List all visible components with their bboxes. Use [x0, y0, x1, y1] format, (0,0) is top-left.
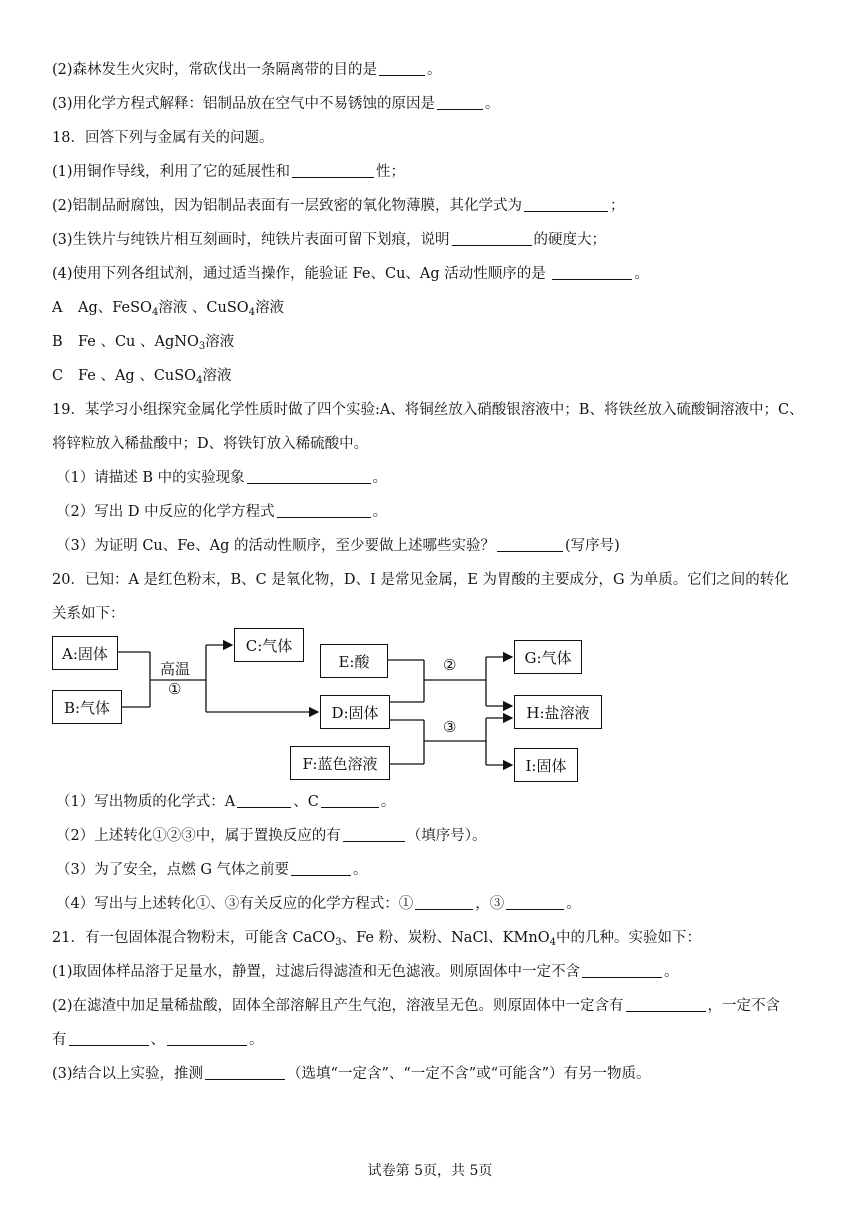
q20-stem-line1: 20．已知：A 是红色粉末，B、C 是氧化物，D、I 是常见金属，E 为胃酸的主要成分，G 为单质。它们之间的转化 [52, 572, 789, 588]
node-e: E:酸 [320, 644, 388, 678]
node-d: D:固体 [320, 695, 390, 729]
answer-blank[interactable] [69, 1031, 149, 1046]
answer-blank[interactable] [626, 997, 706, 1012]
answer-blank[interactable] [167, 1031, 247, 1046]
node-b: B:气体 [52, 690, 122, 724]
step-2-label: ② [443, 656, 457, 674]
node-i: I:固体 [514, 748, 578, 782]
answer-blank[interactable] [343, 827, 405, 842]
q21-part1: (1)取固体样品溶于足量水，静置，过滤后得滤渣和无色滤液。则原固体中一定不含 。 [52, 964, 679, 980]
answer-blank[interactable] [321, 793, 379, 808]
q17-part2: (2)森林发生火灾时，常砍伐出一条隔离带的目的是 。 [52, 62, 442, 78]
q21-part3: (3)结合以上实验，推测 （选填“一定含”、“一定不含”或“可能含”）有另一物质。 [52, 1066, 651, 1082]
answer-blank[interactable] [506, 895, 564, 910]
node-g: G:气体 [514, 640, 582, 674]
q20-part4: （4）写出与上述转化①、③有关反应的化学方程式：① ，③ 。 [56, 896, 581, 912]
answer-blank[interactable] [415, 895, 473, 910]
q18-option-c[interactable]: C Fe 、Ag 、CuSO$_4$溶液 [52, 368, 232, 386]
answer-blank[interactable] [237, 793, 291, 808]
page-footer: 试卷第 5页，共 5页 [367, 1163, 493, 1179]
condition-high-temp: 高温 [160, 660, 191, 678]
q20-part1: （1）写出物质的化学式：A 、C 。 [56, 794, 396, 810]
q18-part3: (3)生铁片与纯铁片相互刻画时，纯铁片表面可留下划痕，说明 的硬度大； [52, 232, 607, 248]
q17-part3: (3)用化学方程式解释：铝制品放在空气中不易锈蚀的原因是 。 [52, 96, 500, 112]
q19-part2: （2）写出 D 中反应的化学方程式 。 [56, 504, 388, 520]
q19-stem-line2: 将锌粒放入稀盐酸中；D、将铁钉放入稀硫酸中。 [52, 436, 369, 452]
q20-part3: （3）为了安全，点燃 G 气体之前要 。 [56, 862, 368, 878]
q21-stem: 21．有一包固体混合物粉末，可能含 CaCO$_3$、Fe 粉、炭粉、NaCl、KMnO$_4$中的几种。实验如下： [52, 930, 701, 948]
answer-blank[interactable] [205, 1065, 285, 1080]
answer-blank[interactable] [582, 963, 662, 978]
node-h: H:盐溶液 [514, 695, 602, 729]
q21-part2-cont: 有 、 。 [52, 1032, 264, 1048]
node-c: C:气体 [234, 628, 304, 662]
q18-part2: (2)铝制品耐腐蚀，因为铝制品表面有一层致密的氧化物薄膜，其化学式为 ； [52, 198, 625, 214]
q20-stem-line2: 关系如下： [52, 606, 125, 622]
q18-part4: (4)使用下列各组试剂，通过适当操作，能验证 Fe、Cu、Ag 活动性顺序的是 。 [52, 266, 649, 282]
step-3-label: ③ [443, 718, 457, 736]
q18-option-b[interactable]: B Fe 、Cu 、AgNO$_3$溶液 [52, 334, 235, 352]
q19-part3: （3）为证明 Cu、Fe、Ag 的活动性顺序，至少要做上述哪些实验？ (写序号) [56, 538, 620, 554]
q18-stem: 18．回答下列与金属有关的问题。 [52, 130, 274, 146]
q19-stem-line1: 19．某学习小组探究金属化学性质时做了四个实验:A、将铜丝放入硝酸银溶液中；B、将铁丝放入硫酸铜溶液中；C、 [52, 402, 804, 418]
node-f: F:蓝色溶液 [290, 746, 390, 780]
q18-option-a[interactable]: A Ag、FeSO$_4$溶液 、CuSO$_4$溶液 [52, 300, 285, 318]
q21-part2: (2)在滤渣中加足量稀盐酸，固体全部溶解且产生气泡，溶液呈无色。则原固体中一定含有 ，一定不含 [52, 998, 781, 1014]
q19-part1: （1）请描述 B 中的实验现象 。 [56, 470, 388, 486]
step-1-label: ① [168, 680, 182, 698]
node-a: A:固体 [52, 636, 118, 670]
q20-part2: （2）上述转化①②③中，属于置换反应的有 （填序号）。 [56, 828, 487, 844]
answer-blank[interactable] [291, 861, 351, 876]
q18-part1: (1)用铜作导线，利用了它的延展性和 性； [52, 164, 406, 180]
